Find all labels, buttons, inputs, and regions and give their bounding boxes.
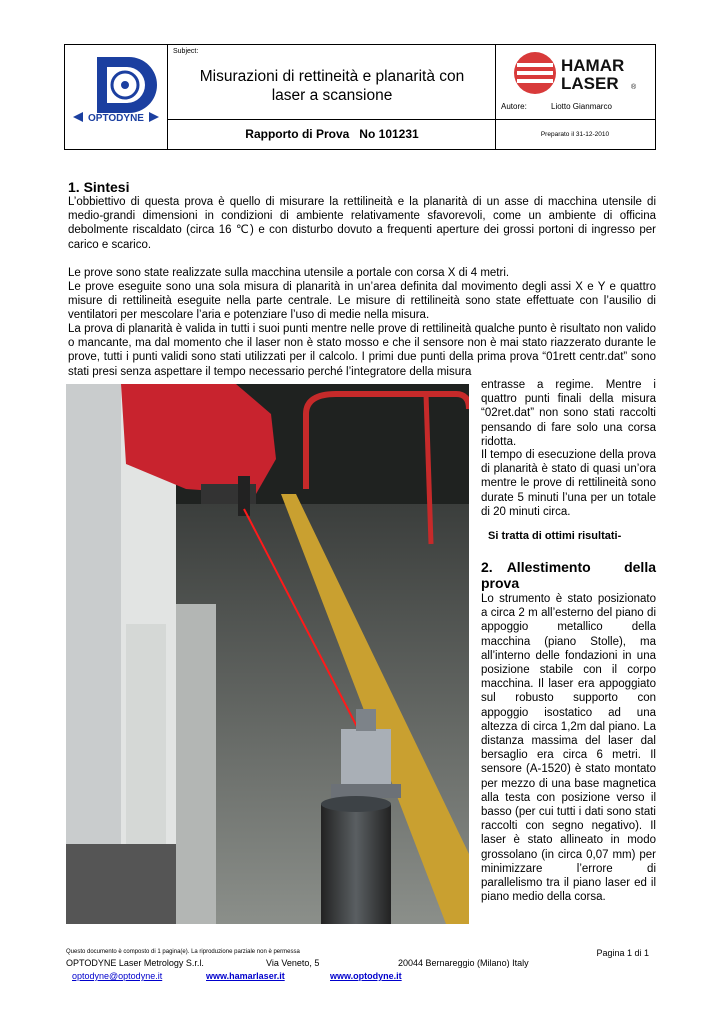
author-name: Liotto Gianmarco bbox=[551, 102, 612, 111]
setup-photo bbox=[66, 384, 469, 924]
header-divider bbox=[167, 119, 495, 120]
paragraph: Le prove eseguite sono una sola misura di planarità in un’area definita dal movimento degli assi X e Y e quattro misure di rettilineità eseguite nella parte centrale. Le misure di rettilineità sono state effettuate con l’ausilio di ventilatori per mescolare l’aria e potenziare l’uso di medie nella misura. bbox=[68, 281, 656, 322]
paragraph: Lo strumento è stato posizionato a circa 2 m all’esterno del piano di appoggio metallico della macchina (piano Stolle), ma all’interno delle fondazioni in una posizione stabile con il corpo macchina. Il laser era appoggiato sul robusto supporto con appoggio isostatico ad una altezza di circa 1,2m dal piano. La distanza massima del laser dal bersaglio era circa 6 metri. Il sensore (A-1520) è stato montato per mezzo di una base magnetica alla testa con posizione verso il basso (per cui tutti i dati sono stati raccolti con segno negativo). Il laser è stato allineato in modo grossolano (in circa 0,07 mm) per minimizzare l’errore di parallelismo tra il piano laser ed il piano medio della corsa. bbox=[481, 593, 656, 904]
header-divider bbox=[167, 45, 168, 149]
paragraph: Il tempo di esecuzione della prova di planarità è stato di quasi un’ora mentre le prove di rettilineità sono durate 5 minuti l’una per un totale di 20 minuti circa. bbox=[481, 449, 656, 518]
svg-text:®: ® bbox=[631, 84, 637, 91]
section-title: 1. Sintesi bbox=[68, 179, 130, 195]
hamar-laser-logo bbox=[513, 51, 653, 95]
paragraph: entrasse a regime. Mentre i quattro punti finali della misura “02ret.dat” non sono stati raccolti pensando di fare solo una corsa ridotta. bbox=[481, 379, 656, 448]
company-name: OPTODYNE Laser Metrology S.r.l. bbox=[66, 958, 204, 968]
optodyne-logo bbox=[69, 53, 163, 139]
author-label: Autore: bbox=[501, 102, 527, 111]
page-number: Pagina 1 di 1 bbox=[596, 948, 649, 958]
section-title: 2. Allestimento della prova bbox=[481, 559, 656, 591]
prepared-date: Preparato il 31-12-2010 bbox=[540, 131, 610, 138]
hamar-site-link[interactable]: www.hamarlaser.it bbox=[206, 971, 285, 981]
city-address: 20044 Bernareggio (Milano) Italy bbox=[398, 958, 529, 968]
report-number: Rapporto di Prova No 101231 bbox=[245, 127, 419, 141]
subject-label: Subject: bbox=[173, 48, 199, 55]
paragraph: L’obbiettivo di questa prova è quello di misurare la rettilineità e la planarità di un asse di macchina utensile di medio-grandi dimensioni in condizioni di ambiente relativamente sfavorevoli, come un ambiente di officina debolmente riscaldato (circa 16 ℃) e con disturbo dovuto a frequenti aperture dei grossi portoni di ingresso per carico e scarico. bbox=[68, 196, 656, 251]
footer-note: Questo documento è composto di 1 pagina(e). La riproduzione parziale non è permessa bbox=[66, 949, 300, 955]
svg-text:HAMAR: HAMAR bbox=[561, 56, 625, 75]
conclusion-text: Si tratta di ottimi risultati- bbox=[488, 530, 622, 542]
document-header bbox=[64, 44, 656, 150]
header-divider bbox=[495, 119, 655, 120]
street-address: Via Veneto, 5 bbox=[266, 958, 320, 968]
svg-text:LASER: LASER bbox=[561, 74, 619, 93]
email-link[interactable]: optodyne@optodyne.it bbox=[72, 971, 163, 981]
paragraph: La prova di planarità è valida in tutti i suoi punti mentre nelle prove di rettilineità qualche punto è risultato non valido o mancante, ma dal momento che il laser non è stato mosso e che il sensore non è mai stato riazzerato durante le prove, tutti i punti validi sono stati utilizzati per il calcolo. I primi due punti della prima prova “01rett centr.dat” sono stati presi senza aspettare il tempo necessario perché l’integratore della misura bbox=[68, 323, 656, 378]
paragraph: Le prove sono state realizzate sulla macchina utensile a portale con corsa X di 4 metri. bbox=[68, 267, 510, 279]
svg-text:OPTODYNE: OPTODYNE bbox=[88, 113, 144, 124]
optodyne-site-link[interactable]: www.optodyne.it bbox=[330, 971, 402, 981]
document-title: Misurazioni di rettineità e planarità con laser a scansione bbox=[199, 68, 465, 104]
